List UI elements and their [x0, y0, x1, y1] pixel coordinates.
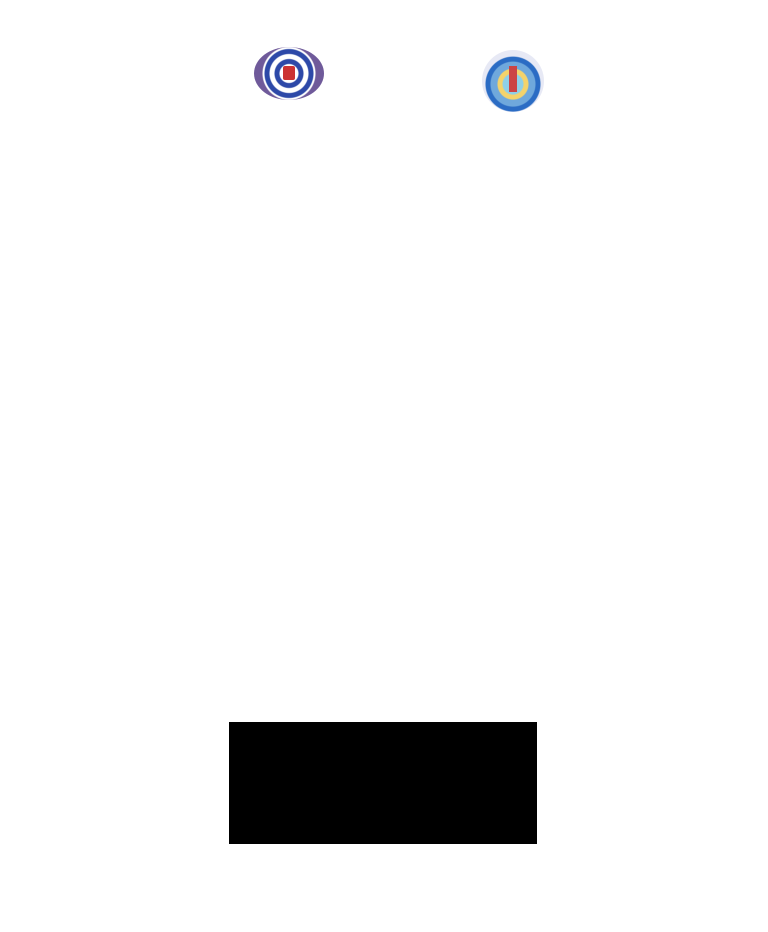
redacted-signature-block: [229, 722, 537, 844]
school-header: [240, 40, 540, 135]
deped-seal-logo: [254, 47, 324, 100]
school-logo: [482, 50, 544, 112]
